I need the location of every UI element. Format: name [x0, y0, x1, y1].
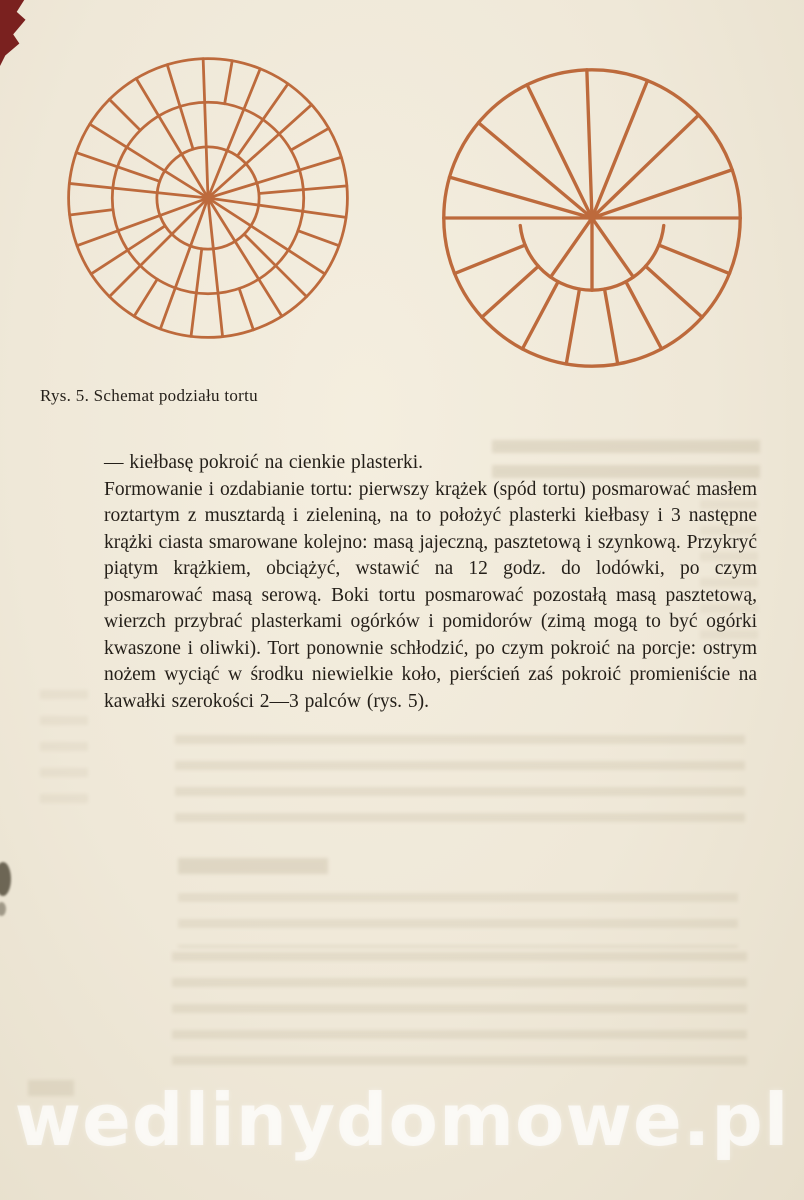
bleedthrough-paragraph: [175, 735, 745, 835]
cake-division-diagram-left: [50, 40, 366, 356]
edge-smudge: [0, 862, 11, 896]
watermark: wedlinydomowe.pl: [14, 1078, 790, 1162]
figure-caption: Rys. 5. Schemat podziału tortu: [40, 386, 258, 405]
bleedthrough-paragraph: [178, 893, 738, 948]
bleedthrough-margin-left: [40, 690, 88, 820]
edge-smudge: [0, 902, 6, 916]
paragraph-main: Formowanie i ozdabianie tortu: pierwszy krążek (spód tortu) posmarować masłem roztartym z musztardą i zieleniną, na to położyć plasterki kiełbasy i 3 następne krążki ciasta smarowane kolejno: masą jajeczną, pasztetową i szynkową. Przykryć piątym krążkiem, obciążyć, wstawić na 12 godz. do lodówki, po czym posmarować masą serową. Boki tortu posmarować pozostałą masą pasztetową, wierzch przybrać plasterkami ogórków i pomidorów (zimą mogą to być ogórki kwaszone i oliwki). Tort ponownie schłodzić, po czym pokroić na porcje: ostrym nożem wyciąć w środku niewielkie koło, pierścień zaś pokroić promieniście na kawałki szerokości 2—3 palców (rys. 5).: [104, 478, 757, 712]
bleedthrough-paragraph: [172, 952, 747, 1067]
bleedthrough-subheading: [178, 858, 328, 874]
body-text: [104, 450, 757, 715]
paragraph-dash-item: — kiełbasę pokroić na cienkie plasterki.: [104, 452, 424, 473]
torn-corner-patch: [0, 0, 44, 66]
cake-division-diagram-right: [424, 50, 760, 386]
